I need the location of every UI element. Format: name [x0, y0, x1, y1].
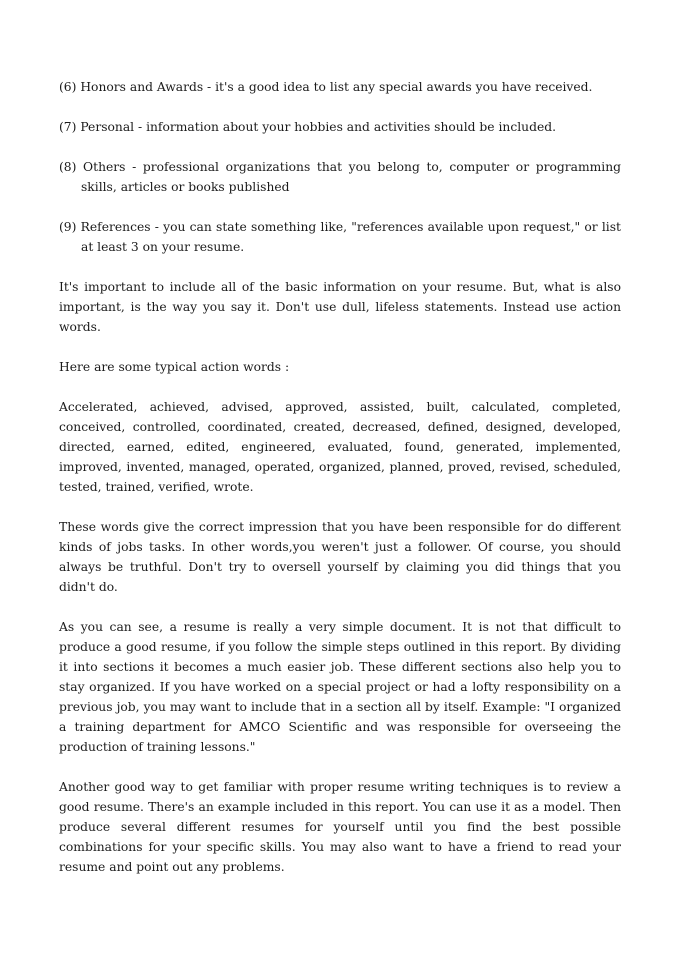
list-item-others: (8) Others - professional organizations that you belong to, computer or programming skills, articles or books published [59, 160, 621, 194]
document-page [59, 77, 621, 897]
list-item-references: (9) References - you can state something like, "references available upon request," or list at least 3 on your resume. [59, 220, 621, 254]
list-item-honors-awards: (6) Honors and Awards - it's a good idea to list any special awards you have received. [59, 80, 593, 94]
paragraph-impression: These words give the correct impression that you have been responsible for do different kinds of jobs tasks. In other words,you weren't just a follower. Of course, you should always be truthful. Don't try to oversell yourself by claiming you did things that you didn't do. [59, 520, 621, 594]
paragraph-action-words: Accelerated, achieved, advised, approved, assisted, built, calculated, completed, conceived, controlled, coordinated, created, decreased, defined, designed, developed, directed, earned, edited, engineered, evaluated, found, generated, implemented, improved, invented, managed, operated, organized, planned, proved, revised, scheduled, tested, trained, verified, wrote. [59, 400, 621, 494]
paragraph-simple-document: As you can see, a resume is really a very simple document. It is not that difficult to produce a good resume, if you follow the simple steps outlined in this report. By dividing it into sections it becomes a much easier job. These different sections also help you to stay organized. If you have worked on a special project or had a lofty responsibility on a previous job, you may want to include that in a section all by itself. Example: "I organized a training department for AMCO Scientific and was responsible for overseeing the production of training lessons." [59, 620, 621, 754]
list-item-personal: (7) Personal - information about your hobbies and activities should be included. [59, 120, 557, 134]
paragraph-basic-info: It's important to include all of the basic information on your resume. But, what is also important, is the way you say it. Don't use dull, lifeless statements. Instead use action words. [59, 280, 621, 334]
paragraph-action-intro: Here are some typical action words : [59, 360, 290, 374]
paragraph-another-way: Another good way to get familiar with proper resume writing techniques is to review a good resume. There's an example included in this report. You can use it as a model. Then produce several different resumes for yourself until you find the best possible combinations for your specific skills. You may also want to have a friend to read your resume and point out any problems. [59, 780, 621, 874]
